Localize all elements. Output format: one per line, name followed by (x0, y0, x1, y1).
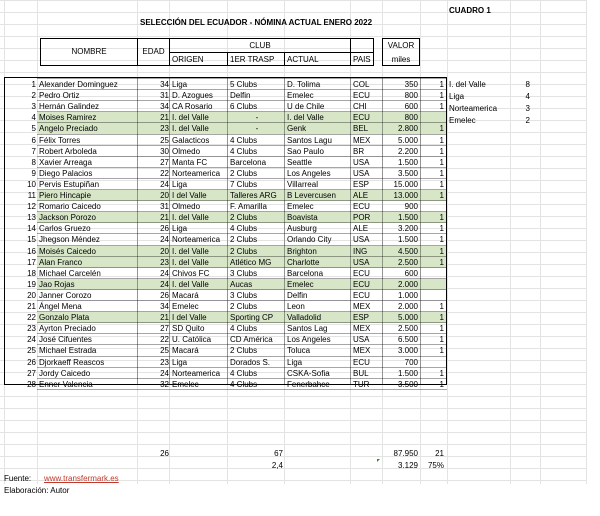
player-age: 26 (160, 290, 169, 300)
row-number: 16 (27, 246, 36, 256)
grid-row-line (0, 468, 586, 469)
abroad-flag: 1 (439, 124, 444, 134)
total-valor: 87.950 (393, 449, 418, 458)
value-thousands: 3.500 (397, 379, 418, 389)
header-pais: PAIS (353, 55, 371, 64)
value-thousands: 3.000 (397, 346, 418, 356)
cuadro-label-item: Liga (449, 92, 465, 101)
total-sum-a: 67 (274, 449, 283, 458)
player-age: 34 (160, 102, 169, 112)
player-age: 24 (160, 235, 169, 245)
value-thousands: 2.200 (397, 146, 418, 156)
row-number: 6 (31, 135, 36, 145)
club-first-transfer: 3 Clubs (230, 290, 258, 300)
row-number: 11 (27, 191, 36, 200)
value-thousands: 600 (404, 268, 418, 278)
header-1er-trasp: 1ER TRASP (230, 55, 275, 64)
club-first-transfer: 5 Clubs (230, 80, 258, 89)
club-origin: I del Valle (172, 191, 207, 200)
row-number: 25 (27, 346, 36, 356)
club-origin: I. del Valle (172, 113, 209, 123)
cuadro-value-item: 2 (525, 116, 530, 125)
row-number: 21 (27, 302, 36, 311)
club-origin: SD Quito (172, 324, 205, 334)
club-first-transfer: Talleres ARG (230, 191, 277, 200)
player-age: 21 (160, 313, 169, 323)
player-age: 23 (160, 124, 169, 134)
club-origin: Emelec (172, 302, 199, 311)
player-age: 23 (160, 357, 169, 367)
player-name: José Cifuentes (39, 335, 92, 345)
club-current: Santos Lagu (287, 135, 332, 145)
cuadro-label-item: I. del Valle (449, 80, 486, 89)
row-number: 3 (31, 102, 36, 112)
row-number: 15 (27, 235, 36, 245)
club-origin: U. Católica (172, 335, 212, 345)
cuadro-value-item: 3 (525, 104, 530, 113)
club-origin: Norteamerica (172, 368, 221, 378)
player-age: 23 (160, 257, 169, 267)
row-number: 17 (27, 257, 36, 267)
club-first-transfer: - (255, 113, 259, 123)
player-age: 31 (160, 202, 169, 212)
player-age: 20 (160, 191, 169, 200)
abroad-flag: 1 (439, 168, 444, 178)
player-name: Pervis Estupiñan (39, 179, 100, 189)
club-first-transfer: 4 Clubs (230, 224, 258, 234)
row-number: 14 (27, 224, 36, 234)
player-name: Jhegson Méndez (39, 235, 100, 245)
row-number: 18 (27, 268, 36, 278)
value-thousands: 800 (404, 113, 418, 123)
abroad-flag: 1 (439, 368, 444, 378)
country: ALE (353, 224, 369, 234)
club-first-transfer: 2 Clubs (230, 246, 258, 256)
cuadro-label-item: Emelec (449, 116, 476, 125)
club-current: Charlotte (287, 257, 320, 267)
value-thousands: 600 (404, 102, 418, 112)
club-origin: I. del Valle (172, 213, 209, 223)
club-first-transfer: Atlético MG (230, 257, 272, 267)
club-current: U de Chile (287, 102, 325, 112)
club-origin: D. Azogues (172, 91, 213, 101)
country: USA (353, 157, 370, 167)
club-origin: Macará (172, 290, 199, 300)
value-thousands: 2.500 (397, 324, 418, 334)
club-origin: I. del Valle (172, 246, 209, 256)
club-current: Fenerbahce (287, 379, 330, 389)
value-thousands: 13.000 (393, 191, 418, 200)
abroad-flag: 1 (439, 213, 444, 223)
cell-comment-marker (377, 459, 380, 462)
country: ECU (353, 202, 370, 212)
player-name: Alexander Dominguez (39, 80, 118, 89)
row-number: 23 (27, 324, 36, 334)
player-age: 27 (160, 324, 169, 334)
value-thousands: 2.500 (397, 257, 418, 267)
header-club-divider (169, 52, 374, 53)
player-age: 34 (160, 80, 169, 89)
player-age: 31 (160, 91, 169, 101)
club-first-transfer: 2 Clubs (230, 235, 258, 245)
player-name: Xavier Arreaga (39, 157, 92, 167)
club-first-transfer: 7 Clubs (230, 179, 258, 189)
club-origin: Liga (172, 224, 188, 234)
value-thousands: 15.000 (393, 179, 418, 189)
club-origin: I. del Valle (172, 124, 209, 134)
country: USA (353, 235, 370, 245)
header-club: CLUB (249, 41, 271, 50)
grid-row-line (0, 36, 586, 37)
abroad-flag: 1 (439, 157, 444, 167)
player-name: Diego Palacios (39, 168, 93, 178)
row-number: 24 (27, 335, 36, 345)
player-name: Jordy Caicedo (39, 368, 91, 378)
club-current: D. Tolima (287, 80, 321, 89)
country: USA (353, 257, 370, 267)
row-number: 2 (31, 91, 36, 101)
grid-row-line (0, 420, 586, 421)
player-age: 26 (160, 224, 169, 234)
country: ING (353, 246, 368, 256)
elaboracion-label: Elaboración: Autor (4, 486, 70, 495)
abroad-flag: 1 (439, 346, 444, 356)
cuadro-label: CUADRO 1 (449, 6, 491, 15)
value-thousands: 1.500 (397, 157, 418, 167)
value-thousands: 1.500 (397, 235, 418, 245)
country: ESP (353, 179, 370, 189)
grid-col-line (540, 0, 541, 484)
header-club-col1 (227, 52, 228, 66)
value-thousands: 6.500 (397, 335, 418, 345)
player-name: Djorkaeff Reascos (39, 357, 105, 367)
club-current: Sao Paulo (287, 146, 324, 156)
fuente-link[interactable]: www.transfermark.es (44, 474, 119, 483)
player-age: 21 (160, 113, 169, 123)
fuente-label: Fuente: (4, 474, 32, 483)
player-name: Félix Torres (39, 135, 81, 145)
player-name: Gonzalo Plata (39, 313, 90, 323)
country: ECU (353, 113, 370, 123)
club-origin: Norteamerica (172, 168, 221, 178)
club-first-transfer: Delfin (230, 91, 251, 101)
player-name: Michael Estrada (39, 346, 97, 356)
club-origin: CA Rosario (172, 102, 213, 112)
total-flag: 21 (435, 449, 444, 458)
country: USA (353, 168, 370, 178)
player-name: Michael Carcelén (39, 268, 101, 278)
row-number: 26 (27, 357, 36, 367)
value-thousands: 5.000 (397, 135, 418, 145)
club-origin: Emelec (172, 379, 199, 389)
player-age: 30 (160, 146, 169, 156)
value-thousands: 3.200 (397, 224, 418, 234)
value-thousands: 2.000 (397, 279, 418, 289)
club-current: Brighton (287, 246, 317, 256)
club-current: Los Angeles (287, 168, 331, 178)
player-name: Piero Hincapie (39, 191, 92, 200)
value-thousands: 4.500 (397, 246, 418, 256)
country: ECU (353, 268, 370, 278)
country: MEX (353, 324, 371, 334)
row-number: 8 (31, 157, 36, 167)
player-age: 24 (160, 368, 169, 378)
header-origen: ORIGEN (172, 55, 204, 64)
club-current: Liga (287, 357, 303, 367)
country: TUR (353, 379, 370, 389)
row-number: 9 (31, 168, 36, 178)
grid-row-line (0, 72, 586, 73)
player-name: Carlos Gruezo (39, 224, 91, 234)
player-name: Ángel Mena (39, 302, 82, 311)
club-first-transfer: Sporting CP (230, 313, 274, 323)
player-name: Jackson Porozo (39, 213, 96, 223)
player-name: Moisés Caicedo (39, 246, 96, 256)
club-origin: Olmedo (172, 146, 201, 156)
club-first-transfer: 4 Clubs (230, 324, 258, 334)
abroad-flag: 1 (439, 313, 444, 323)
abroad-flag: 1 (439, 379, 444, 389)
club-origin: Olmedo (172, 202, 201, 212)
club-current: Valladolid (287, 313, 322, 323)
club-current: Emelec (287, 279, 314, 289)
header-club-col2 (284, 52, 285, 66)
total-edad: 26 (160, 449, 169, 458)
abroad-flag: 1 (439, 135, 444, 145)
club-current: Toluca (287, 346, 311, 356)
row-border (37, 389, 447, 390)
value-thousands: 1.500 (397, 213, 418, 223)
country: ECU (353, 290, 370, 300)
club-first-transfer: CD América (230, 335, 273, 345)
player-age: 25 (160, 346, 169, 356)
value-thousands: 900 (404, 202, 418, 212)
club-origin: Norteamerica (172, 235, 221, 245)
value-thousands: 1.000 (397, 290, 418, 300)
club-origin: Galacticos (172, 135, 210, 145)
player-name: Alan Franco (39, 257, 83, 267)
cuadro-value-item: 4 (525, 92, 530, 101)
club-current: Seattle (287, 157, 312, 167)
club-first-transfer: 3 Clubs (230, 268, 258, 278)
player-age: 24 (160, 179, 169, 189)
club-origin: I. del Valle (172, 279, 209, 289)
player-age: 20 (160, 246, 169, 256)
player-age: 22 (160, 168, 169, 178)
grid-row-line (0, 408, 586, 409)
grid-col-line (447, 0, 448, 484)
club-first-transfer: F. Amarilla (230, 202, 267, 212)
value-thousands: 350 (404, 80, 418, 89)
club-first-transfer: 4 Clubs (230, 379, 258, 389)
grid-row-line (0, 0, 586, 1)
abroad-flag: 1 (439, 302, 444, 311)
total-sum-b: 2,4 (271, 461, 283, 470)
player-age: 21 (160, 213, 169, 223)
abroad-flag: 1 (439, 335, 444, 345)
club-current: Los Angeles (287, 335, 331, 345)
cuadro-label-item: Norteamerica (449, 104, 498, 113)
club-first-transfer: Aucas (230, 279, 253, 289)
row-number: 12 (27, 202, 36, 212)
row-number: 7 (31, 146, 36, 156)
value-thousands: 800 (404, 91, 418, 101)
header-actual: ACTUAL (287, 55, 319, 64)
country: BR (353, 146, 365, 156)
row-number: 19 (27, 279, 36, 289)
total-valor-avg: 3.129 (397, 461, 418, 470)
country: MEX (353, 135, 371, 145)
abroad-flag: 1 (439, 146, 444, 156)
player-name: Pedro Ortiz (39, 91, 80, 101)
player-name: Angelo Preciado (39, 124, 98, 134)
club-current: Emelec (287, 91, 314, 101)
country: ECU (353, 91, 370, 101)
value-thousands: 2.000 (397, 302, 418, 311)
row-number: 4 (31, 113, 36, 123)
club-first-transfer: 6 Clubs (230, 102, 258, 112)
club-current: Orlando City (287, 235, 332, 245)
player-name: Ayrton Preciado (39, 324, 96, 334)
club-first-transfer: 2 Clubs (230, 346, 258, 356)
row-number: 27 (27, 368, 36, 378)
header-edad: EDAD (142, 47, 165, 56)
player-name: Moises Ramirez (39, 113, 97, 123)
player-age: 25 (160, 135, 169, 145)
row-number: 28 (27, 379, 36, 389)
club-current: B Levercusen (287, 191, 336, 200)
row-number: 20 (27, 290, 36, 300)
club-origin: Macará (172, 346, 199, 356)
club-current: Boavista (287, 213, 318, 223)
player-age: 24 (160, 279, 169, 289)
country: COL (353, 80, 370, 89)
abroad-flag: 1 (439, 246, 444, 256)
club-origin: Liga (172, 80, 188, 89)
grid-col-line (510, 0, 511, 484)
player-name: Hernán Galindez (39, 102, 100, 112)
grid-row-line (0, 456, 586, 457)
club-origin: I del Valle (172, 313, 207, 323)
player-name: Robert Arboleda (39, 146, 97, 156)
value-thousands: 5.000 (397, 313, 418, 323)
value-thousands: 2.800 (397, 124, 418, 134)
header-valor: VALOR (387, 41, 415, 50)
club-first-transfer: 4 Clubs (230, 135, 258, 145)
country: USA (353, 335, 370, 345)
row-number: 5 (31, 124, 36, 134)
player-name: Janner Corozo (39, 290, 92, 300)
abroad-flag: 1 (439, 257, 444, 267)
value-thousands: 1.500 (397, 368, 418, 378)
club-current: Emelec (287, 202, 314, 212)
club-current: Genk (287, 124, 307, 134)
row-number: 13 (27, 213, 36, 223)
row-number: 22 (27, 313, 36, 323)
country: MEX (353, 302, 371, 311)
country: ECU (353, 279, 370, 289)
country: BUL (353, 368, 369, 378)
header-miles: miles (391, 55, 411, 64)
club-current: CSKA-Sofia (287, 368, 330, 378)
club-current: I. del Valle (287, 113, 324, 123)
value-thousands: 3.500 (397, 168, 418, 178)
grid-row-line (0, 396, 586, 397)
row-number: 10 (27, 179, 36, 189)
cuadro-value-item: 8 (525, 80, 530, 89)
player-age: 32 (160, 379, 169, 389)
player-name: Enner Valencia (39, 379, 93, 389)
club-current: Barcelona (287, 268, 324, 278)
country: ECU (353, 357, 370, 367)
club-origin: Liga (172, 179, 188, 189)
abroad-flag: 1 (439, 235, 444, 245)
player-age: 34 (160, 302, 169, 311)
grid-row-line (0, 444, 586, 445)
club-origin: Liga (172, 357, 188, 367)
country: BEL (353, 124, 369, 134)
club-first-transfer: Barcelona (230, 157, 267, 167)
abroad-flag: 1 (439, 80, 444, 89)
player-age: 27 (160, 157, 169, 167)
club-current: Villarreal (287, 179, 318, 189)
club-current: Delfin (287, 290, 308, 300)
club-origin: I. del Valle (172, 257, 209, 267)
club-origin: Manta FC (172, 157, 208, 167)
country: ESP (353, 313, 370, 323)
abroad-flag: 1 (439, 102, 444, 112)
club-current: Leon (287, 302, 305, 311)
club-first-transfer: 2 Clubs (230, 302, 258, 311)
club-current: Ausburg (287, 224, 317, 234)
abroad-flag: 1 (439, 179, 444, 189)
abroad-flag: 1 (439, 224, 444, 234)
club-current: Santos Lag (287, 324, 328, 334)
abroad-flag: 1 (439, 324, 444, 334)
row-number: 1 (31, 80, 36, 89)
abroad-flag: 1 (439, 191, 444, 200)
club-first-transfer: 4 Clubs (230, 368, 258, 378)
country: ALE (353, 191, 369, 200)
player-age: 24 (160, 268, 169, 278)
club-origin: Chivos FC (172, 268, 210, 278)
grid-row-line (0, 432, 586, 433)
country: CHI (353, 102, 367, 112)
country: MEX (353, 346, 371, 356)
page-title: SELECCIÓN DEL ECUADOR - NÓMINA ACTUAL ENERO 2022 (140, 18, 373, 27)
player-age: 22 (160, 335, 169, 345)
player-name: Jao Rojas (39, 279, 75, 289)
grid-col-line (586, 0, 587, 484)
country: POR (353, 213, 371, 223)
club-first-transfer: Dorados S. (230, 357, 271, 367)
value-thousands: 700 (404, 357, 418, 367)
total-pct: 75% (427, 461, 444, 470)
abroad-flag: 1 (439, 91, 444, 101)
club-first-transfer: 4 Clubs (230, 146, 258, 156)
header-nombre: NOMBRE (71, 47, 107, 56)
data-table-border (4, 77, 447, 385)
club-first-transfer: 2 Clubs (230, 168, 258, 178)
club-first-transfer: - (255, 124, 259, 134)
club-first-transfer: 2 Clubs (230, 213, 258, 223)
player-name: Romario Caicedo (39, 202, 101, 212)
